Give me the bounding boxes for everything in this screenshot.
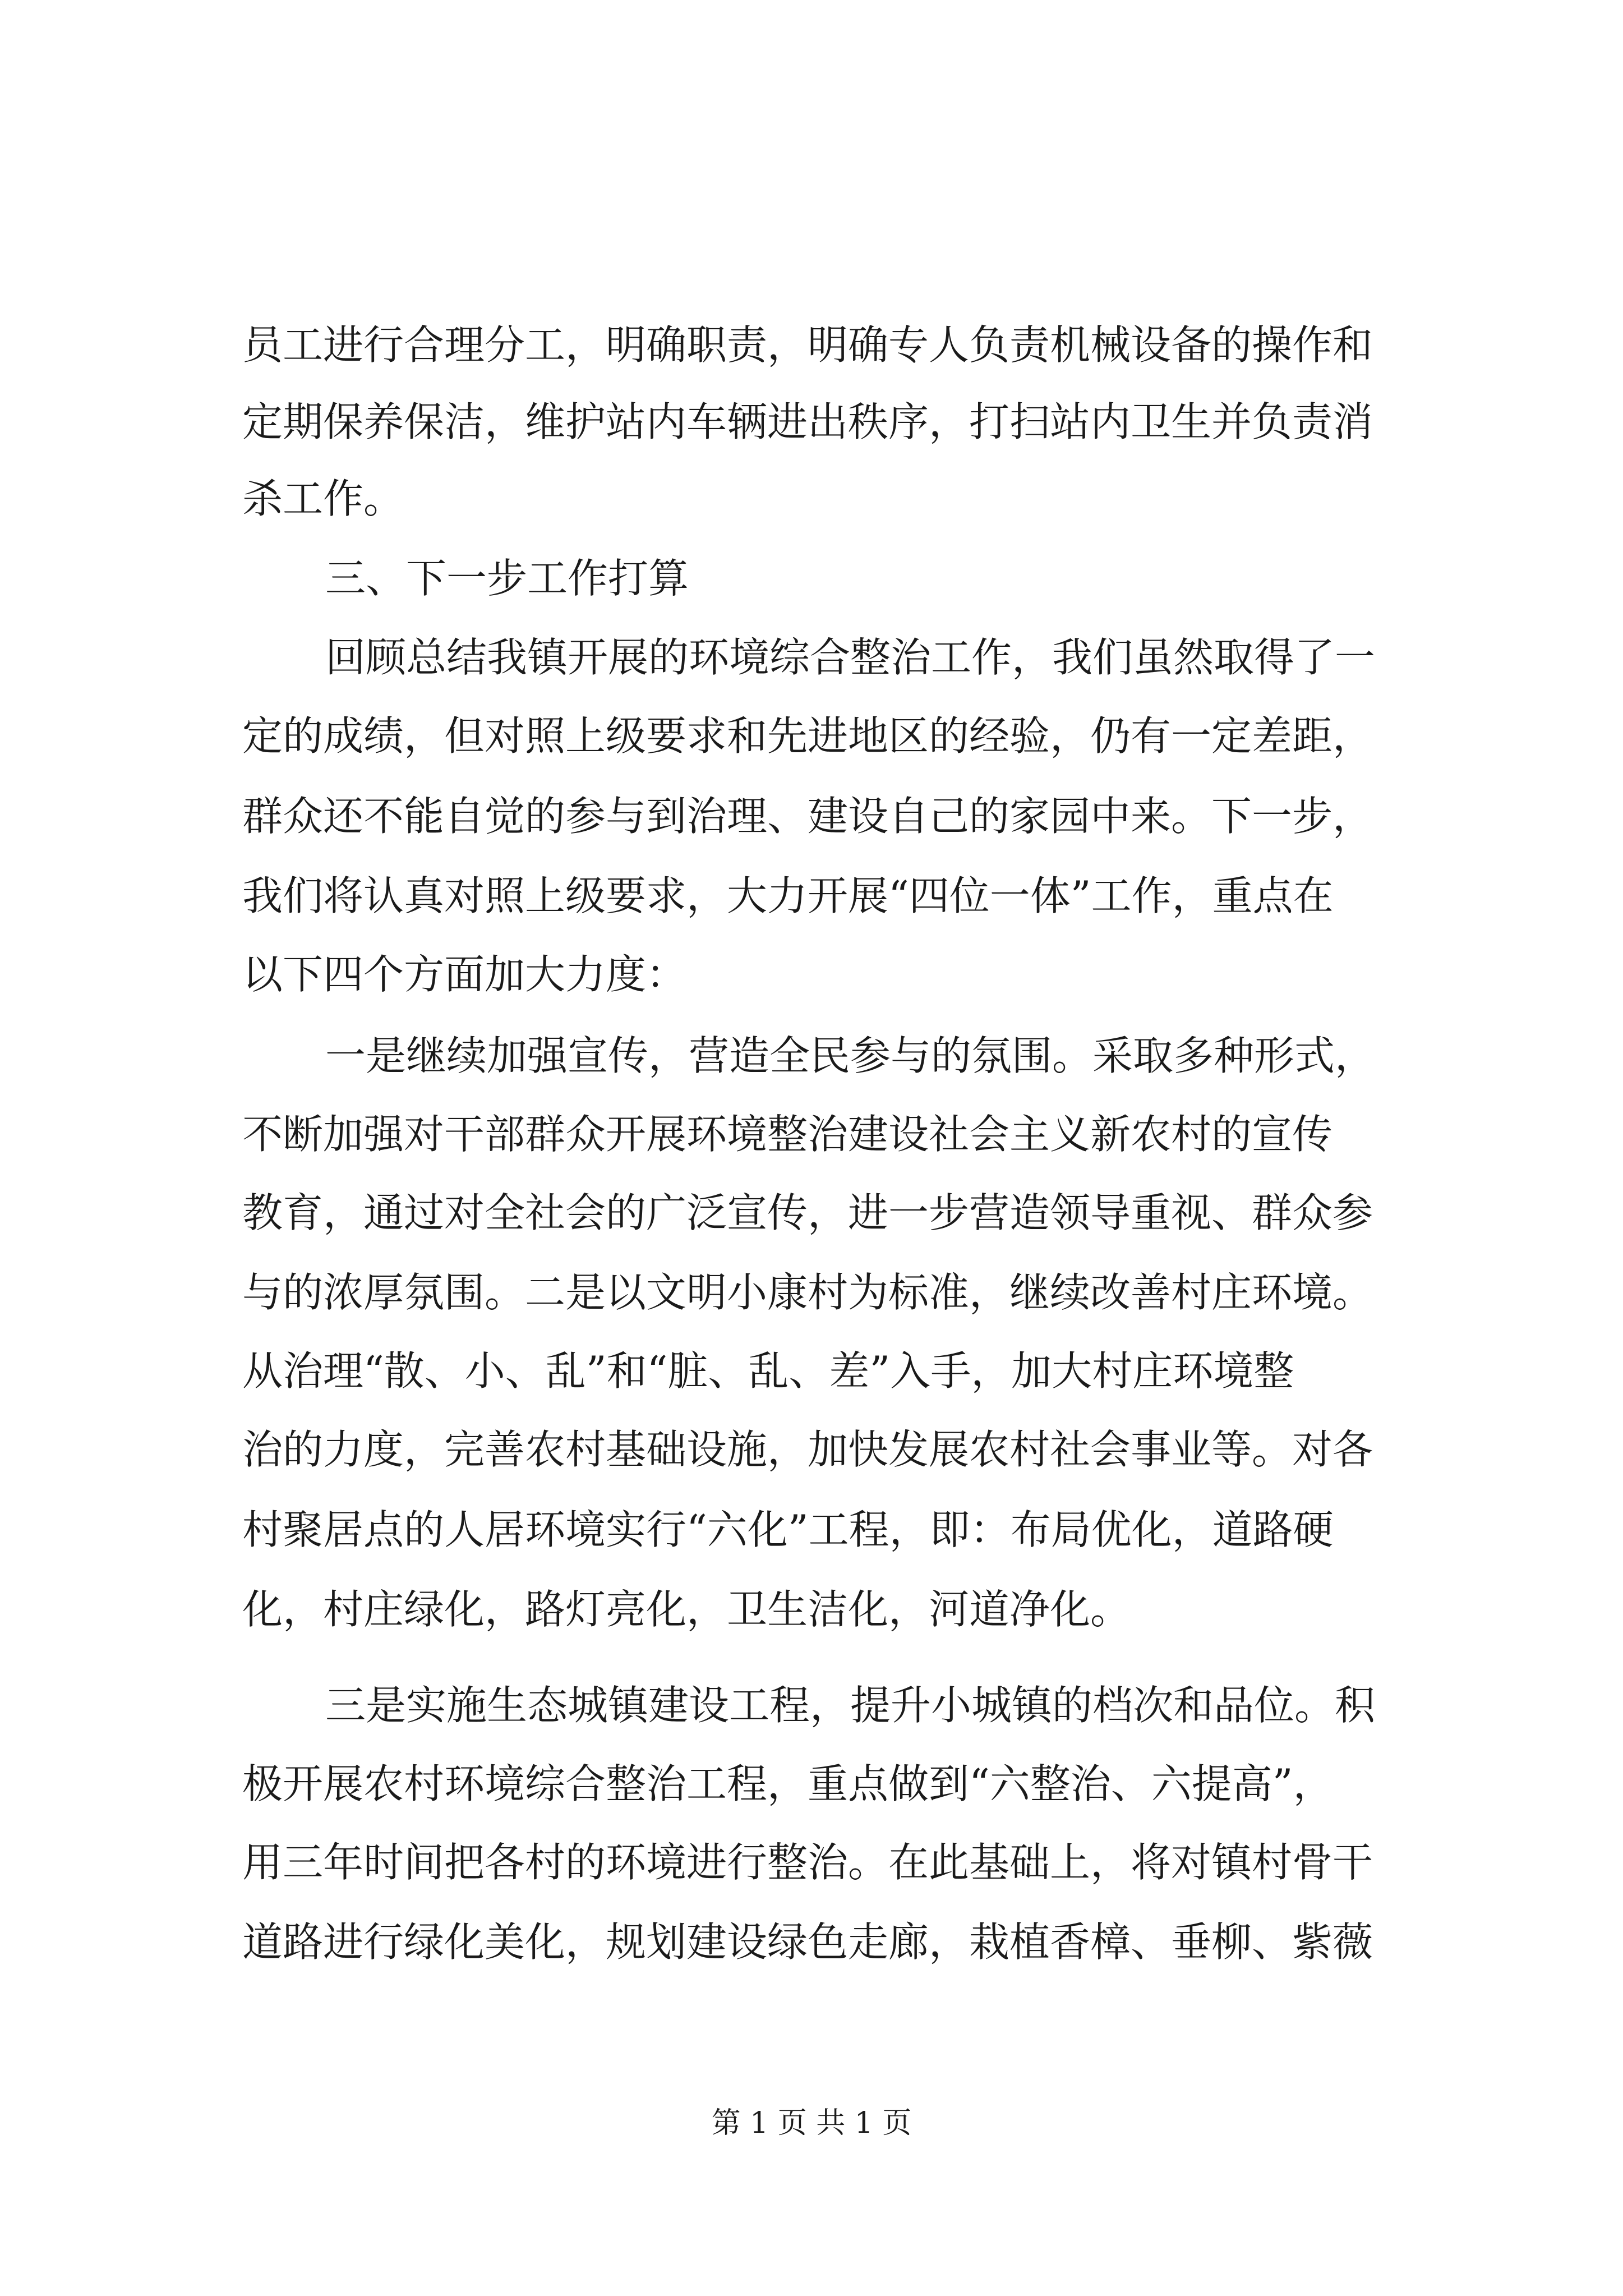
- text-line: [0, 1823, 1623, 1902]
- line-text: 与的浓厚氛围。二是以文明小康村为标准，继续改善村庄环境。: [242, 1269, 1373, 1316]
- line-text: 我们将认真对照上级要求，大力开展“四位一体”工作，重点在: [242, 872, 1334, 919]
- section-heading: [0, 539, 1623, 618]
- text-line: [0, 777, 1623, 855]
- line-text: 群众还不能自觉的参与到治理、建设自己的家园中来。下一步，: [242, 793, 1373, 840]
- page-number: 第 1 页 共 1 页: [711, 2106, 912, 2140]
- text-line: [0, 1490, 1623, 1569]
- line-text: 化，村庄绿化，路灯亮化，卫生洁化，河道净化。: [242, 1586, 1131, 1633]
- page-footer: [0, 2101, 1623, 2146]
- line-text: 定的成绩，但对照上级要求和先进地区的经验，仍有一定差距，: [242, 712, 1373, 760]
- line-text: 从治理“散、小、乱”和“脏、乱、差”入手，加大村庄环境整: [242, 1347, 1294, 1395]
- line-text: 不断加强对干部群众开展环境整治建设社会主义新农村的宣传: [242, 1111, 1333, 1158]
- line-text: 三、下一步工作打算: [325, 555, 689, 602]
- line-text: 一是继续加强宣传，营造全民参与的氛围。采取多种形式，: [325, 1032, 1376, 1079]
- line-text: 教育，通过对全社会的广泛宣传，进一步营造领导重视、群众参: [242, 1189, 1373, 1236]
- line-text: 道路进行绿化美化，规划建设绿色走廊，栽植香樟、垂柳、紫薇: [242, 1918, 1373, 1966]
- text-line: [0, 1016, 1623, 1095]
- line-text: 员工进行合理分工，明确职责，明确专人负责机械设备的操作和: [242, 321, 1373, 369]
- text-line: [0, 935, 1623, 1014]
- text-line: [0, 306, 1623, 384]
- line-text: 极开展农村环境综合整治工程，重点做到“六整治、六提高”，: [242, 1760, 1334, 1807]
- line-text: 定期保养保洁，维护站内车辆进出秩序，打扫站内卫生并负责消: [242, 398, 1373, 445]
- line-text: 杀工作。: [242, 475, 404, 522]
- text-line: [0, 383, 1623, 461]
- line-text: 三是实施生态城镇建设工程，提升小城镇的档次和品位。积: [325, 1682, 1376, 1729]
- text-line: [0, 1570, 1623, 1649]
- text-line: [0, 1410, 1623, 1489]
- line-text: 用三年时间把各村的环境进行整治。在此基础上，将对镇村骨干: [242, 1839, 1373, 1886]
- text-line: [0, 1666, 1623, 1745]
- line-text: 村聚居点的人居环境实行“六化”工程，即：布局优化，道路硬: [242, 1506, 1334, 1553]
- line-text: 以下四个方面加大力度：: [242, 951, 687, 998]
- text-line: [0, 1174, 1623, 1252]
- text-line: [0, 459, 1623, 538]
- line-text: 回顾总结我镇开展的环境综合整治工作，我们虽然取得了一: [325, 634, 1376, 681]
- text-line: [0, 1095, 1623, 1174]
- text-line: [0, 697, 1623, 775]
- text-line: [0, 1332, 1623, 1410]
- text-line: [0, 1253, 1623, 1332]
- line-text: 治的力度，完善农村基础设施，加快发展农村社会事业等。对各: [242, 1426, 1373, 1473]
- text-line: [0, 857, 1623, 935]
- text-line: [0, 1903, 1623, 1981]
- text-line: [0, 1745, 1623, 1823]
- text-line: [0, 618, 1623, 697]
